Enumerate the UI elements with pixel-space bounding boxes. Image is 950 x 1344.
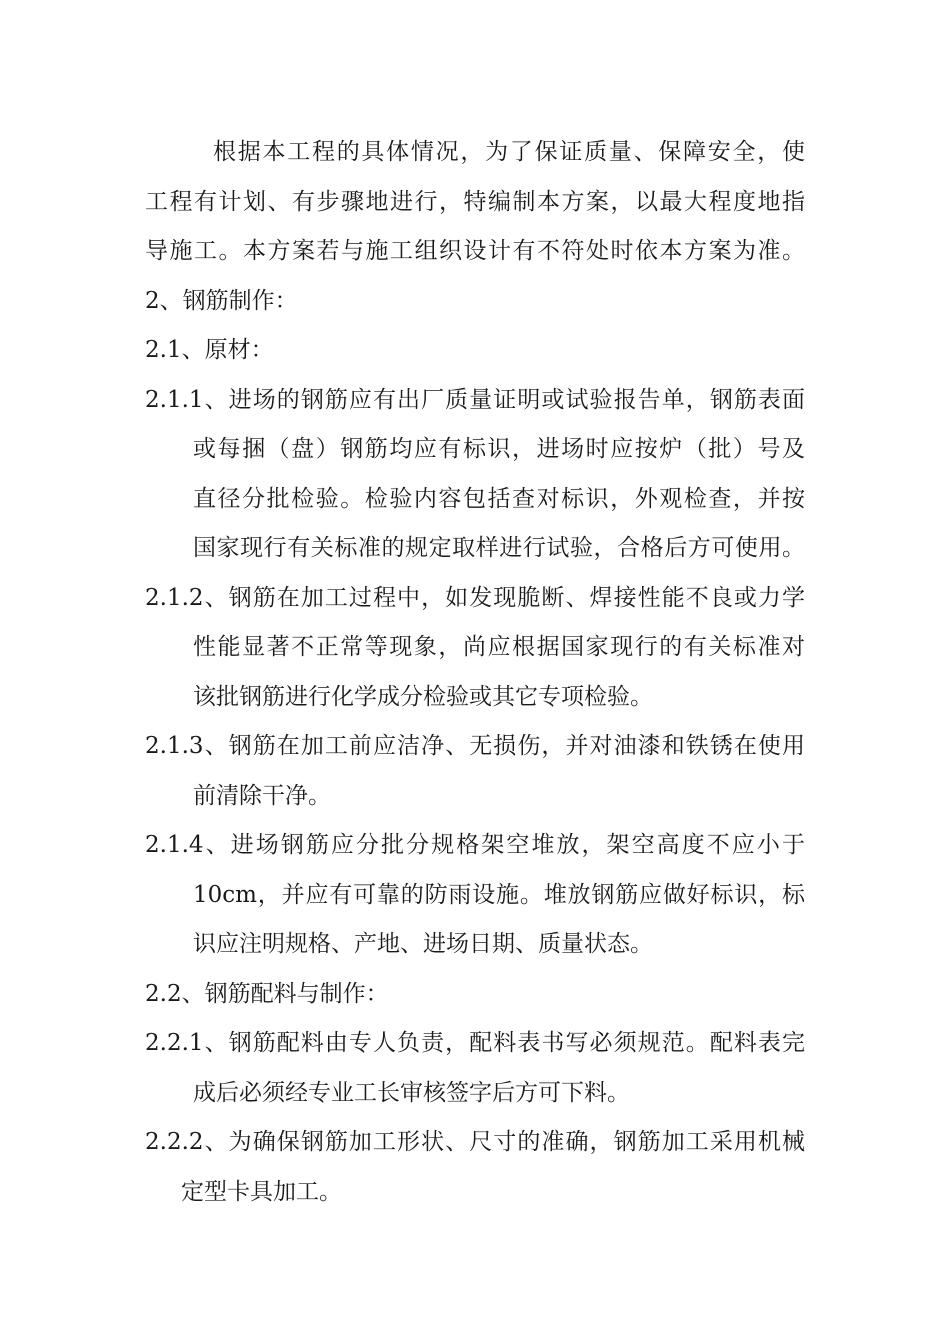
item-2-1-4 bbox=[145, 821, 805, 970]
paragraph-line: 导施工。本方案若与施工组织设计有不符处时依本方案为准。 bbox=[145, 238, 805, 264]
item-line: 或每捆（盘）钢筋均应有标识，进场时应按炉（批）号及 bbox=[193, 436, 805, 462]
item-line: 国家现行有关标准的规定取样进行试验，合格后方可使用。 bbox=[193, 535, 805, 561]
item-2-1-1 bbox=[145, 376, 805, 574]
item-line: 定型卡具加工。 bbox=[181, 1178, 342, 1205]
subsection-heading: 2.2、钢筋配料与制作： bbox=[145, 980, 389, 1007]
item-line: 识应注明规格、产地、进场日期、质量状态。 bbox=[193, 931, 653, 957]
item-line: 前清除干净。 bbox=[193, 782, 331, 809]
item-line: 10cm，并应有可靠的防雨设施。堆放钢筋应做好标识，标 bbox=[193, 881, 805, 908]
section-heading-2 bbox=[145, 277, 805, 327]
item-2-1-3 bbox=[145, 722, 805, 821]
subsection-heading: 2.1、原材： bbox=[145, 337, 274, 363]
item-line: 2.1.3、钢筋在加工前应洁净、无损伤，并对油漆和铁锈在使用 bbox=[145, 733, 805, 759]
item-line: 直径分批检验。检验内容包括查对标识，外观检查，并按 bbox=[193, 485, 805, 512]
item-line: 该批钢筋进行化学成分检验或其它专项检验。 bbox=[193, 683, 653, 710]
item-line: 性能显著不正常等现象，尚应根据国家现行的有关标准对 bbox=[193, 634, 805, 660]
subsection-heading-2-1 bbox=[145, 326, 805, 376]
item-2-2-2 bbox=[145, 1118, 805, 1217]
item-line: 成后必须经专业工长审核签字后方可下料。 bbox=[193, 1079, 630, 1106]
item-line: 2.2.2、为确保钢筋加工形状、尺寸的准确，钢筋加工采用机械 bbox=[145, 1129, 805, 1155]
item-line: 2.1.2、钢筋在加工过程中，如发现脆断、焊接性能不良或力学 bbox=[145, 584, 805, 611]
paragraph-line: 工程有计划、有步骤地进行，特编制本方案，以最大程度地指 bbox=[145, 188, 805, 215]
intro-paragraph bbox=[145, 128, 805, 277]
paragraph-line: 根据本工程的具体情况，为了保证质量、保障安全，使 bbox=[213, 139, 805, 165]
section-heading: 2、钢筋制作： bbox=[145, 287, 298, 314]
item-line: 2.1.1、进场的钢筋应有出厂质量证明或试验报告单，钢筋表面 bbox=[145, 386, 805, 413]
item-line: 2.1.4、进场钢筋应分批分规格架空堆放，架空高度不应小于 bbox=[145, 832, 805, 858]
item-2-1-2 bbox=[145, 574, 805, 723]
item-2-2-1 bbox=[145, 1019, 805, 1118]
subsection-heading-2-2 bbox=[145, 970, 805, 1020]
item-line: 2.2.1、钢筋配料由专人负责，配料表书写必须规范。配料表完 bbox=[145, 1030, 805, 1056]
